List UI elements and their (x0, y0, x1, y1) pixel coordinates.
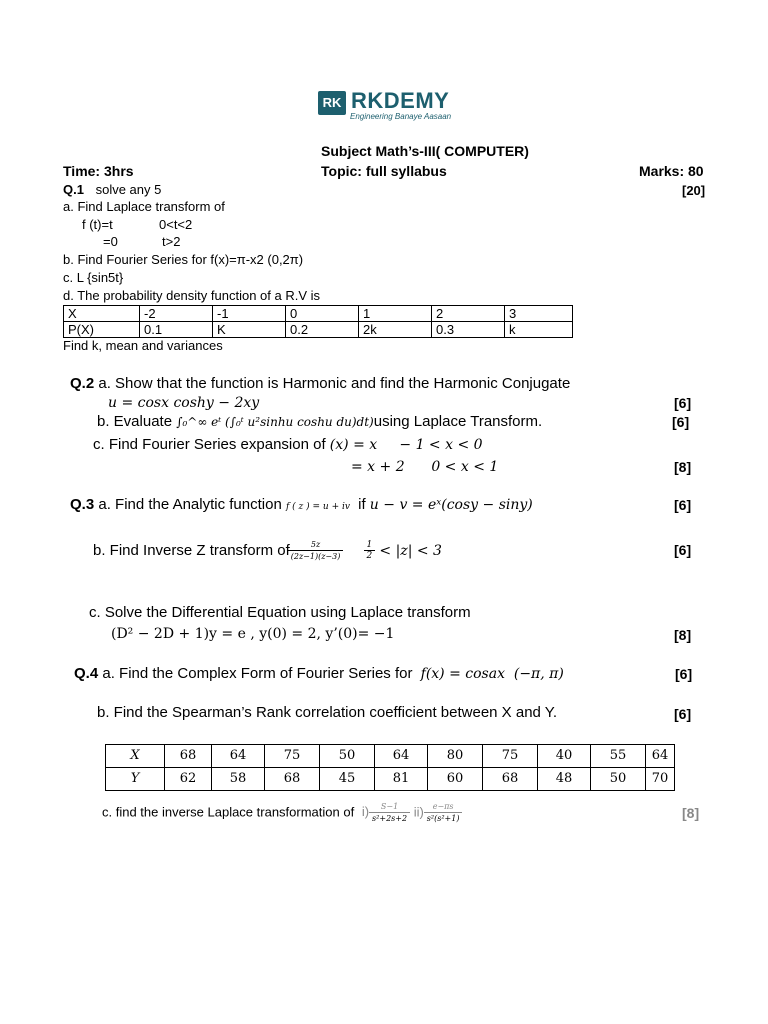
q3-label: Q.3 (70, 496, 95, 513)
q4-c-ii: ii) (413, 804, 424, 820)
q4-a-marks: [6] (675, 666, 693, 682)
q2-c-line (93, 436, 483, 453)
q2-c-marks: [8] (674, 459, 692, 475)
q4-c-ii-den: s²(s²+1) (426, 814, 460, 823)
q3-a-text: a. Find the Analytic function (98, 496, 282, 513)
q4-c-i-num: S−1 (369, 802, 410, 813)
table-cell: 68 (165, 745, 212, 768)
q3-b-marks: [6] (674, 542, 692, 558)
rank-table (105, 744, 675, 791)
time-label: Time: 3hrs (63, 163, 134, 179)
table-cell: 64 (646, 745, 675, 768)
table-cell: 81 (375, 768, 428, 791)
q1-a-line2-right: t>2 (162, 234, 181, 249)
table-cell: -1 (213, 306, 286, 322)
table-cell: k (505, 322, 573, 338)
probability-table (63, 305, 573, 338)
q3-c-marks: [8] (674, 627, 692, 643)
q2-label: Q.2 (70, 375, 95, 392)
table-cell: 45 (320, 768, 375, 791)
q2-b-marks: [6] (672, 414, 690, 430)
table-cell: Y (106, 768, 165, 791)
q3-b-text: b. Find Inverse Z transform of (93, 541, 290, 559)
table-cell: 2 (432, 306, 505, 322)
table-cell: 64 (212, 745, 265, 768)
q2-c-text: c. Find Fourier Series expansion of (93, 436, 326, 453)
logo-name: RKDEMY (351, 88, 450, 113)
q2-b-suffix: using Laplace Transform. (373, 413, 543, 430)
table-cell: X (64, 306, 140, 322)
q3-b-range: < |z| < 3 (379, 542, 442, 559)
table-cell: 68 (265, 768, 320, 791)
q4-c-i-den: s²+2s+2 (372, 814, 408, 823)
q2-b-expr: ∫₀^∞ eᵗ (∫₀ᵗ u²sinhu coshu du)dt) (176, 415, 374, 429)
logo-mark: RK (318, 91, 346, 115)
q1-instruction: solve any 5 (95, 182, 162, 197)
q4-c-line (102, 802, 462, 824)
q3-b-den: (2z−1)(z−3) (290, 552, 341, 561)
q1-label: Q.1 (63, 182, 84, 197)
table-cell: 75 (265, 745, 320, 768)
table-cell: 64 (375, 745, 428, 768)
q4-c-ii-num: e−πs (424, 802, 463, 813)
table-cell: 0.3 (432, 322, 505, 338)
table-row (106, 768, 675, 791)
rkdemy-logo (316, 82, 464, 124)
table-cell: 0 (286, 306, 359, 322)
q3-a-expr: u − v = eˣ(cosy − siny) (369, 497, 533, 513)
table-cell: 62 (165, 768, 212, 791)
q1-after-table: Find k, mean and variances (63, 338, 223, 353)
table-cell: 40 (538, 745, 591, 768)
table-cell: 68 (483, 768, 538, 791)
q4-label: Q.4 (74, 665, 99, 682)
q3-b-half-num: 1 (364, 540, 376, 551)
q3-a-if: if (358, 496, 366, 513)
q1-a-title: a. Find Laplace transform of (63, 199, 225, 214)
table-row (64, 322, 573, 338)
table-cell: 70 (646, 768, 675, 791)
q1-marks: [20] (682, 183, 706, 198)
table-cell: P(X) (64, 322, 140, 338)
table-cell: 80 (428, 745, 483, 768)
marks-label: Marks: 80 (639, 163, 704, 179)
q2-c-expr2: = x + 2 0 < x < 1 (351, 459, 499, 475)
q3-b-half-den: 2 (366, 551, 373, 561)
table-cell: 50 (320, 745, 375, 768)
table-cell: 3 (505, 306, 573, 322)
q4-c-i: i) (361, 804, 370, 820)
q2-a-expr: u = cosx coshy − 2xy (108, 395, 260, 411)
table-cell: X (106, 745, 165, 768)
table-cell: 2k (359, 322, 432, 338)
q3-b-half (364, 540, 376, 562)
table-cell: 48 (538, 768, 591, 791)
subject-title: Subject Math’s-III( COMPUTER) (321, 143, 529, 159)
table-cell: 55 (591, 745, 646, 768)
q4-b-text: b. Find the Spearman’s Rank correlation coefficient between X and Y. (97, 704, 558, 721)
q3-b-num: 5z (288, 540, 344, 551)
q3-a-fz: f ( z ) = u + iv (285, 502, 350, 512)
q4-a-line (74, 665, 564, 682)
q4-b-marks: [6] (674, 706, 692, 722)
q1-a-line2-left: =0 (103, 234, 118, 249)
q1-a-line1-right: 0<t<2 (159, 217, 193, 232)
q1-line (63, 182, 161, 197)
q3-c-text: c. Solve the Differential Equation using Laplace transform (89, 604, 471, 621)
q2-a-marks: [6] (674, 395, 692, 411)
table-row (106, 745, 675, 768)
q4-a-text: a. Find the Complex Form of Fourier Series for (102, 665, 413, 682)
q4-c-i-fraction (369, 802, 410, 824)
table-cell: 58 (212, 768, 265, 791)
q4-a-expr: f(x) = cosax (−π, π) (420, 666, 564, 682)
q3-a-marks: [6] (674, 497, 692, 513)
q3-c-expr: (D² − 2D + 1)y = e , y(0) = 2, y’(0)= −1 (111, 626, 395, 642)
q1-d: d. The probability density function of a R.V is (63, 288, 321, 303)
logo-tagline: Engineering Banaye Aasaan (350, 112, 452, 121)
q3-a-line (70, 496, 533, 513)
q2-b-line (97, 413, 542, 430)
q2-a-text: a. Show that the function is Harmonic and find the Harmonic Conjugate (98, 375, 571, 392)
table-cell: K (213, 322, 286, 338)
q1-b: b. Find Fourier Series for f(x)=π-x2 (0,2π) (63, 252, 304, 267)
q3-b-line (93, 540, 442, 562)
q1-a-line1-left: f (t)=t (82, 217, 113, 232)
q1-c: c. L {sin5t} (63, 270, 124, 285)
q4-c-text: c. find the inverse Laplace transformation of (102, 804, 355, 820)
table-cell: -2 (140, 306, 213, 322)
q3-b-fraction (288, 540, 344, 562)
q4-c-ii-fraction (424, 802, 463, 824)
table-cell: 1 (359, 306, 432, 322)
table-cell: 50 (591, 768, 646, 791)
q2-b-prefix: b. Evaluate (97, 413, 173, 430)
table-cell: 0.2 (286, 322, 359, 338)
table-cell: 75 (483, 745, 538, 768)
table-cell: 0.1 (140, 322, 213, 338)
q4-c-marks: [8] (682, 805, 700, 821)
topic-label: Topic: full syllabus (321, 163, 447, 179)
q2-c-expr1: (x) = x − 1 < x < 0 (329, 437, 483, 453)
q2-a-line (70, 375, 570, 392)
table-row (64, 306, 573, 322)
table-cell: 60 (428, 768, 483, 791)
